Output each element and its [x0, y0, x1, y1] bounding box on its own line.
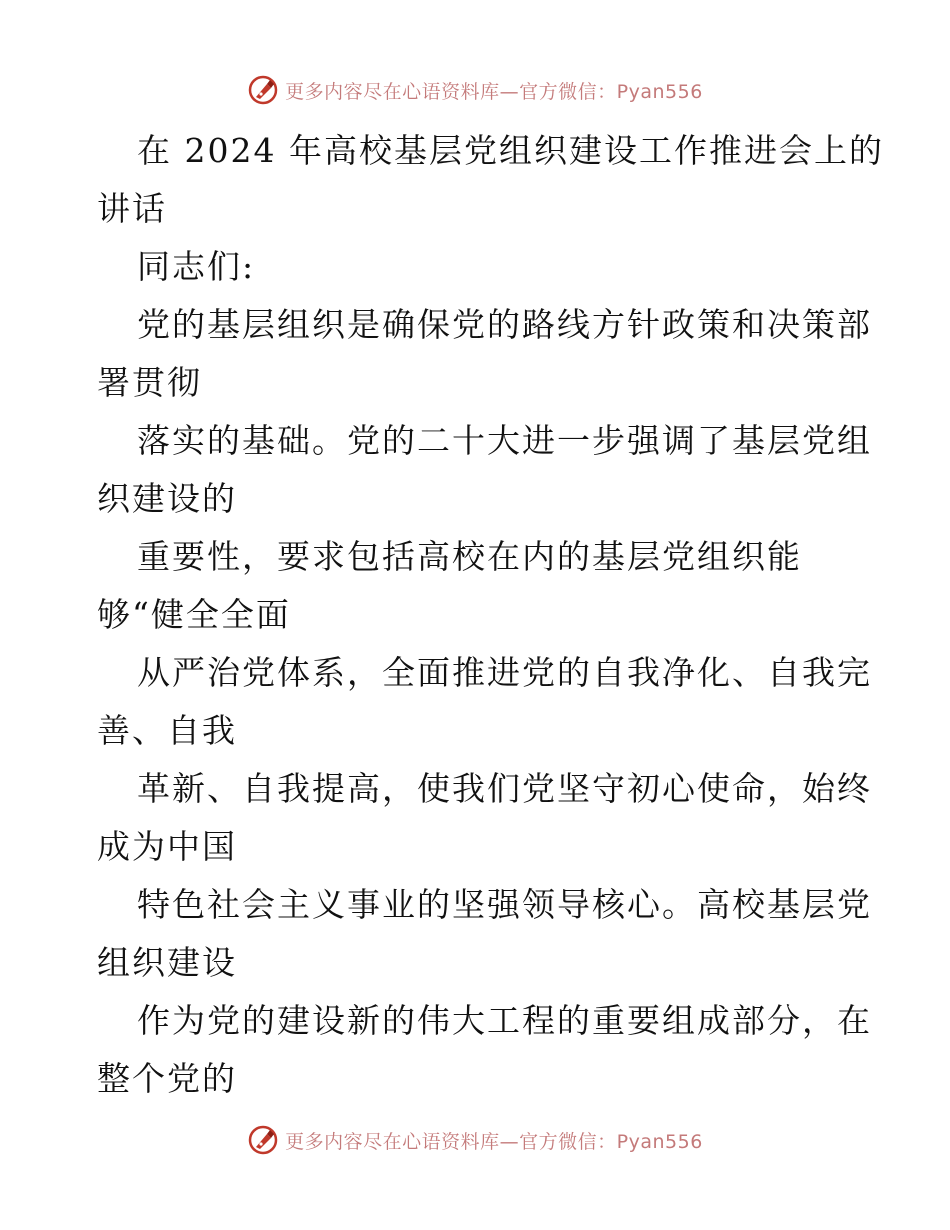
- text-line: 署贯彻: [97, 363, 202, 402]
- text-line: 够“健全全面: [97, 595, 291, 634]
- text-line: 整个党的: [97, 1059, 237, 1098]
- watermark-text: 更多内容尽在心语资料库—官方微信：Pyan556: [285, 1130, 703, 1153]
- text-line: 成为中国: [97, 827, 237, 866]
- footer-watermark: [0, 1120, 950, 1160]
- text-line: 同志们:: [137, 247, 256, 286]
- watermark-text: 更多内容尽在心语资料库—官方微信：Pyan556: [285, 80, 703, 103]
- text-line: 讲话: [97, 189, 167, 228]
- document-body: [0, 122, 950, 1108]
- text-line: 组织建设: [97, 943, 237, 982]
- text-line: 党的基层组织是确保党的路线方针政策和决策部: [137, 305, 872, 344]
- text-line: 善、自我: [97, 711, 237, 750]
- pen-nib-circle-icon: [247, 1124, 279, 1156]
- text-line: 在 2024 年高校基层党组织建设工作推进会上的: [137, 131, 884, 170]
- pen-nib-circle-icon: [247, 74, 279, 106]
- text-line: 落实的基础。党的二十大进一步强调了基层党组: [137, 421, 872, 460]
- text-line: 重要性，要求包括高校在内的基层党组织能: [137, 537, 802, 576]
- text-line: 作为党的建设新的伟大工程的重要组成部分，在: [137, 1001, 872, 1040]
- text-line: 从严治党体系，全面推进党的自我净化、自我完: [137, 653, 872, 692]
- header-watermark: [0, 70, 950, 110]
- text-line: 特色社会主义事业的坚强领导核心。高校基层党: [137, 885, 872, 924]
- text-line: 织建设的: [97, 479, 237, 518]
- text-line: 革新、自我提高，使我们党坚守初心使命，始终: [137, 769, 872, 808]
